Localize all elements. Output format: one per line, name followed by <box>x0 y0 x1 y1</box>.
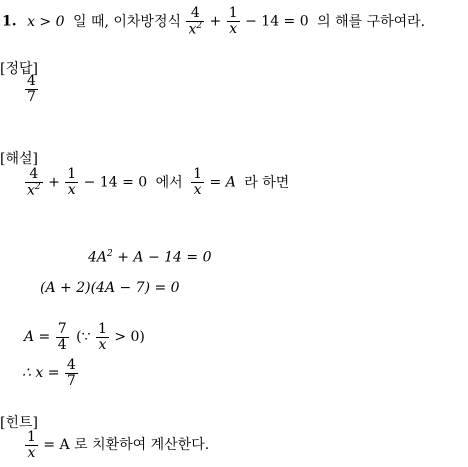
denominator: x <box>67 182 76 199</box>
numerator: 4 <box>66 357 76 373</box>
fraction-4-over-x2 <box>186 6 204 37</box>
problem-text-1: 일 때, 이차방정식 <box>72 13 181 30</box>
equation-tail: − 14 = 0 <box>83 174 148 191</box>
denominator: 7 <box>27 88 36 105</box>
hint-line <box>24 430 209 460</box>
fraction-1-over-x <box>25 430 38 460</box>
substitution: = A <box>209 174 236 191</box>
fraction-1-over-x <box>227 6 240 36</box>
numerator: 1 <box>67 166 77 183</box>
solution-label: [해설] <box>0 151 38 167</box>
because-open: (∵ <box>76 329 91 346</box>
answer-fraction <box>25 74 38 104</box>
numerator: 1 <box>193 166 203 183</box>
denominator: x <box>229 21 238 38</box>
hint-label: [힌트] <box>0 415 38 431</box>
numerator: 7 <box>57 321 67 337</box>
problem-text-2: 의 해를 구하여라. <box>317 13 426 30</box>
denominator: x <box>193 182 202 199</box>
solution-line-3 <box>24 322 145 352</box>
numerator: 1 <box>27 429 36 445</box>
equation-1: $4A^2 + A - 14 = 0$ <box>88 249 212 266</box>
denominator: x <box>98 336 107 353</box>
problem-number: 1. <box>2 13 17 30</box>
denominator: 4 <box>57 336 67 353</box>
denominator: x <box>27 444 36 461</box>
denominator: 7 <box>66 372 76 389</box>
numerator: 4 <box>27 73 36 89</box>
plus-sign: + <box>48 174 60 191</box>
a-equals: A = <box>24 329 51 346</box>
fraction-4-over-x2 <box>25 167 43 198</box>
answer-value <box>24 74 39 104</box>
hint-text: = A 로 치환하여 계산한다. <box>43 437 210 454</box>
fraction-7-over-4 <box>56 322 69 352</box>
plus-sign: + <box>209 13 222 30</box>
numerator: 1 <box>97 321 107 337</box>
fraction-4-over-7 <box>65 358 78 388</box>
equation-2: (A + 2)(4A − 7) = 0 <box>40 280 180 296</box>
text-ra-hamyeon: 라 하면 <box>244 174 290 191</box>
numerator: 4 <box>25 167 43 183</box>
text-eseo: 에서 <box>155 174 183 191</box>
fraction-1-over-x <box>191 167 204 197</box>
denominator: $x^2$ <box>27 181 41 199</box>
problem-condition: x > 0 <box>27 13 65 30</box>
because-close: > 0) <box>114 329 145 346</box>
denominator: $x^2$ <box>188 20 203 38</box>
fraction-1-over-x <box>96 322 109 352</box>
problem-line <box>2 6 425 37</box>
solution-line-1 <box>24 167 289 198</box>
equation-tail: − 14 = 0 <box>245 13 309 30</box>
numerator: 1 <box>228 5 238 22</box>
answer-label: [정답] <box>0 61 38 77</box>
therefore-x-equals: ∴ x = <box>22 365 60 382</box>
solution-line-4 <box>22 358 79 388</box>
numerator: 4 <box>186 6 204 22</box>
fraction-1-over-x <box>65 167 78 197</box>
